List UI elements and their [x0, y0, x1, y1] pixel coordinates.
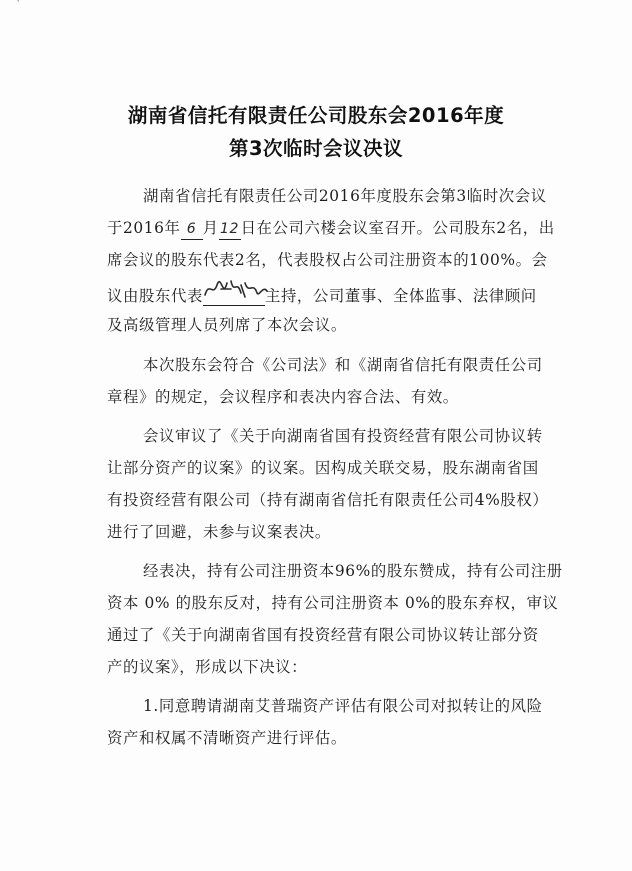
chair-prefix: 议由股东代表: [107, 287, 203, 305]
paragraph-1-line-3: 席会议的股东代表2名，代表股权占公司注册资本的100%。会: [107, 251, 548, 269]
month-label: 月: [202, 219, 219, 237]
meeting-date-suffix: 日在公司六楼会议室召开。公司股东2名，出: [240, 219, 555, 237]
paragraph-4-line-3: 通过了《关于向湖南省国有投资经营有限公司协议转让部分资: [107, 626, 539, 644]
chair-suffix: 主持，公司董事、全体监事、法律顾问: [264, 287, 537, 305]
handwritten-day: 12: [219, 219, 241, 240]
resolution-item-1-line-1: 1.同意聘请湖南艾普瑞资产评估有限公司对拟转让的风险: [143, 697, 543, 715]
resolution-item-1-line-2: 资产和权属不清晰资产进行评估。: [107, 729, 347, 747]
handwritten-signature: [203, 283, 265, 306]
paragraph-1-line-1: 湖南省信托有限责任公司2016年度股东会第3临时次会议: [143, 187, 547, 205]
meeting-date-prefix: 于2016年: [107, 219, 181, 237]
document-title-line-2: 第3次临时会议决议: [228, 137, 404, 160]
paragraph-4-line-1: 经表决，持有公司注册资本96%的股东赞成，持有公司注册: [143, 562, 563, 580]
paragraph-4-line-4: 产的议案》，形成以下决议：: [107, 658, 308, 676]
paragraph-3-line-1: 会议审议了《关于向湖南省国有投资经营有限公司协议转: [143, 427, 543, 445]
paragraph-1-line-4: [107, 283, 552, 306]
paragraph-2-line-2: 章程》的规定，会议程序和表决内容合法、有效。: [107, 388, 459, 406]
paragraph-2-line-1: 本次股东会符合《公司法》和《湖南省信托有限责任公司: [143, 356, 543, 374]
paragraph-1-line-2: [107, 218, 555, 240]
paragraph-3-line-3: 有投资经营有限公司（持有湖南省信托有限责任公司4%股权）: [107, 491, 549, 509]
document-title-line-1: 湖南省信托有限责任公司股东会2016年度: [127, 104, 505, 127]
paragraph-1-line-5: 及高级管理人员列席了本次会议。: [107, 316, 347, 334]
handwritten-month: 6: [181, 219, 203, 240]
paragraph-3-line-2: 让部分资产的议案》的议案。因构成关联交易，股东湖南省国: [107, 459, 539, 477]
paragraph-3-line-4: 进行了回避，未参与议案表决。: [107, 523, 331, 541]
paragraph-4-line-2: 资本 0% 的股东反对，持有公司注册资本 0%的股东弃权，审议: [107, 594, 559, 612]
signature-stroke-icon: [201, 275, 269, 305]
scan-mark: `: [16, 0, 21, 11]
